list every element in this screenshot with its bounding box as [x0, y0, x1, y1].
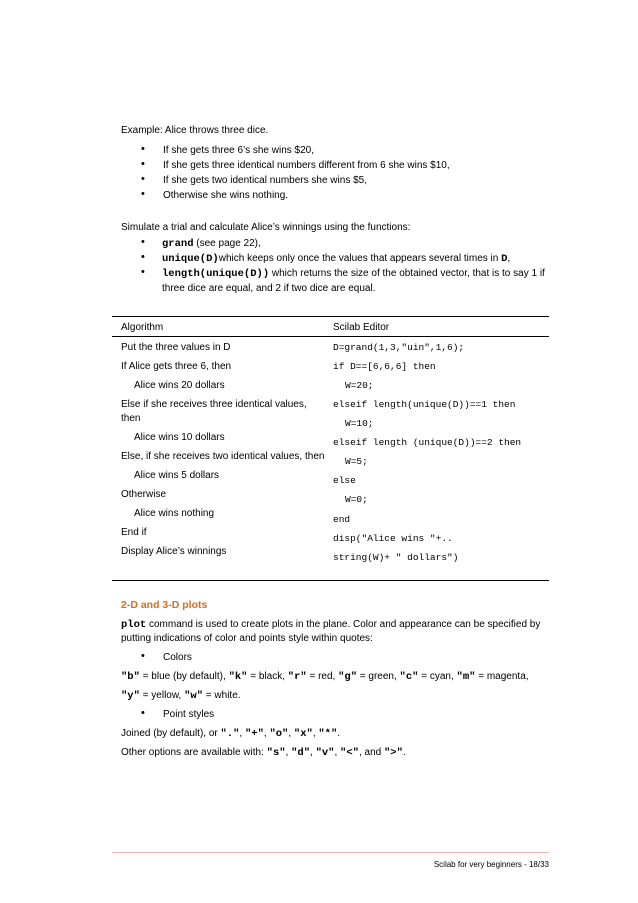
code-grand: grand [162, 238, 194, 250]
color-desc: = black, [247, 671, 288, 682]
code-line: elseif length (unique(D))==2 then [333, 437, 522, 448]
point-code-star: "*" [318, 728, 338, 740]
punctuation: , [507, 253, 511, 264]
separator: , [239, 728, 245, 739]
algo-line: End if [121, 527, 147, 538]
points-label: Point styles [163, 709, 215, 720]
color-code-b: "b" [121, 671, 140, 683]
bullet-dot: • [141, 707, 145, 719]
bullet-dot: • [141, 251, 145, 263]
color-code-m: "m" [456, 671, 476, 683]
color-code-c: "c" [399, 671, 419, 683]
function-grand-line [162, 237, 261, 251]
color-desc: = green, [357, 671, 400, 682]
separator: , [288, 728, 294, 739]
function-length-line [162, 267, 545, 281]
function-unique-line [162, 252, 510, 266]
list-item: If she gets two identical numbers she wins $5, [163, 175, 367, 186]
bullet-dot: • [141, 173, 145, 185]
option-code-s: "s" [266, 747, 286, 759]
function-length-desc-cont: three dice are equal, and 2 if two dice are equal. [162, 283, 376, 294]
point-code-o: "o" [269, 728, 289, 740]
algo-line: Else if she receives three identical values, [121, 399, 307, 410]
separator: , [263, 728, 270, 739]
separator: , and [358, 747, 384, 758]
table-header-scilab: Scilab Editor [333, 322, 390, 333]
point-code-plus: "+" [244, 728, 264, 740]
color-desc: = yellow, [139, 690, 185, 701]
points-line [121, 727, 340, 741]
example-intro: Example: Alice throws three dice. [121, 125, 269, 136]
bullet-dot: • [141, 188, 145, 200]
section-title-plots: 2-D and 3-D plots [121, 599, 208, 611]
option-code-gt: ">" [383, 747, 403, 759]
point-code-dot: "." [220, 728, 240, 740]
algo-line: Alice wins 20 dollars [134, 380, 225, 391]
plots-paragraph-line1 [121, 618, 540, 632]
algo-line: then [121, 413, 141, 424]
color-code-w: "w" [184, 690, 204, 702]
algo-line: Display Alice’s winnings [121, 546, 227, 557]
bullet-dot: • [141, 236, 145, 248]
plots-desc: command is used to create plots in the plane. Color and appearance can be specified by [146, 619, 541, 630]
page-footer: Scilab for very beginners - 18/33 [433, 860, 549, 869]
algo-line: Alice wins nothing [134, 508, 215, 519]
algo-line: Else, if she receives two identical values, then [121, 451, 325, 462]
punctuation: . [337, 728, 341, 739]
code-line: elseif length(unique(D))==1 then [333, 399, 516, 410]
separator: , [334, 747, 341, 758]
list-item: If she gets three identical numbers different from 6 she wins $10, [163, 160, 450, 171]
plots-paragraph-line2: putting indications of color and points style within quotes: [121, 633, 373, 644]
point-code-x: "x" [293, 728, 313, 740]
punctuation: . [402, 747, 406, 758]
algo-line: Otherwise [121, 489, 167, 500]
color-desc: = red, [306, 671, 339, 682]
color-code-g: "g" [338, 671, 358, 683]
bullet-dot: • [141, 143, 145, 155]
code-line: disp("Alice wins "+.. [333, 533, 453, 544]
algo-line: Alice wins 10 dollars [134, 432, 225, 443]
option-code-lt: "<" [340, 747, 359, 759]
color-desc: = blue (by default), [139, 671, 229, 682]
colors-label: Colors [163, 652, 192, 663]
function-grand-desc: (see page 22), [193, 238, 261, 249]
algo-line: Alice wins 5 dollars [134, 470, 220, 481]
color-desc: = cyan, [418, 671, 457, 682]
list-item: If she gets three 6’s she wins $20, [163, 145, 315, 156]
code-line: if D==[6,6,6] then [333, 361, 436, 372]
bullet-dot: • [141, 158, 145, 170]
other-options-line [121, 746, 406, 760]
separator: , [285, 747, 292, 758]
code-line: string(W)+ " dollars") [333, 552, 459, 563]
list-item: Otherwise she wins nothing. [163, 190, 289, 201]
color-desc: = white. [203, 690, 241, 701]
function-unique-desc: which keeps only once the values that appears several times in [218, 253, 502, 264]
algo-line: Put the three values in D [121, 342, 231, 353]
code-length: length(unique(D)) [162, 268, 270, 280]
code-line: D=grand(1,3,"uin",1,6); [333, 342, 465, 353]
color-code-y: "y" [121, 690, 140, 702]
table-bottom-rule [112, 580, 549, 581]
code-d: D [501, 253, 508, 265]
colors-line2 [121, 689, 241, 703]
color-code-r: "r" [287, 671, 307, 683]
code-line: end [333, 514, 351, 525]
function-length-desc: which returns the size of the obtained vector, that is to say 1 if [269, 268, 545, 279]
footer-rule [112, 852, 549, 853]
colors-line1 [121, 670, 529, 684]
color-desc: = magenta, [475, 671, 529, 682]
bullet-dot: • [141, 650, 145, 662]
points-desc: Joined (by default), or [121, 728, 221, 739]
code-plot: plot [121, 619, 147, 631]
bullet-dot: • [141, 266, 145, 278]
table-header-algorithm: Algorithm [121, 322, 164, 333]
code-line: else [333, 475, 356, 486]
algo-line: If Alice gets three 6, then [121, 361, 232, 372]
separator: , [312, 728, 319, 739]
other-desc: Other options are available with: [121, 747, 267, 758]
code-line: W=10; [345, 418, 374, 429]
option-code-v: "v" [315, 747, 335, 759]
simulate-intro: Simulate a trial and calculate Alice’s winnings using the functions: [121, 222, 411, 233]
code-line: W=5; [345, 456, 368, 467]
table-header-rule [112, 336, 549, 337]
option-code-d: "d" [291, 747, 311, 759]
code-line: W=20; [345, 380, 374, 391]
separator: , [310, 747, 316, 758]
color-code-k: "k" [228, 671, 248, 683]
table-top-rule [112, 316, 549, 317]
code-unique: unique(D) [162, 253, 219, 265]
code-line: W=0; [345, 494, 368, 505]
